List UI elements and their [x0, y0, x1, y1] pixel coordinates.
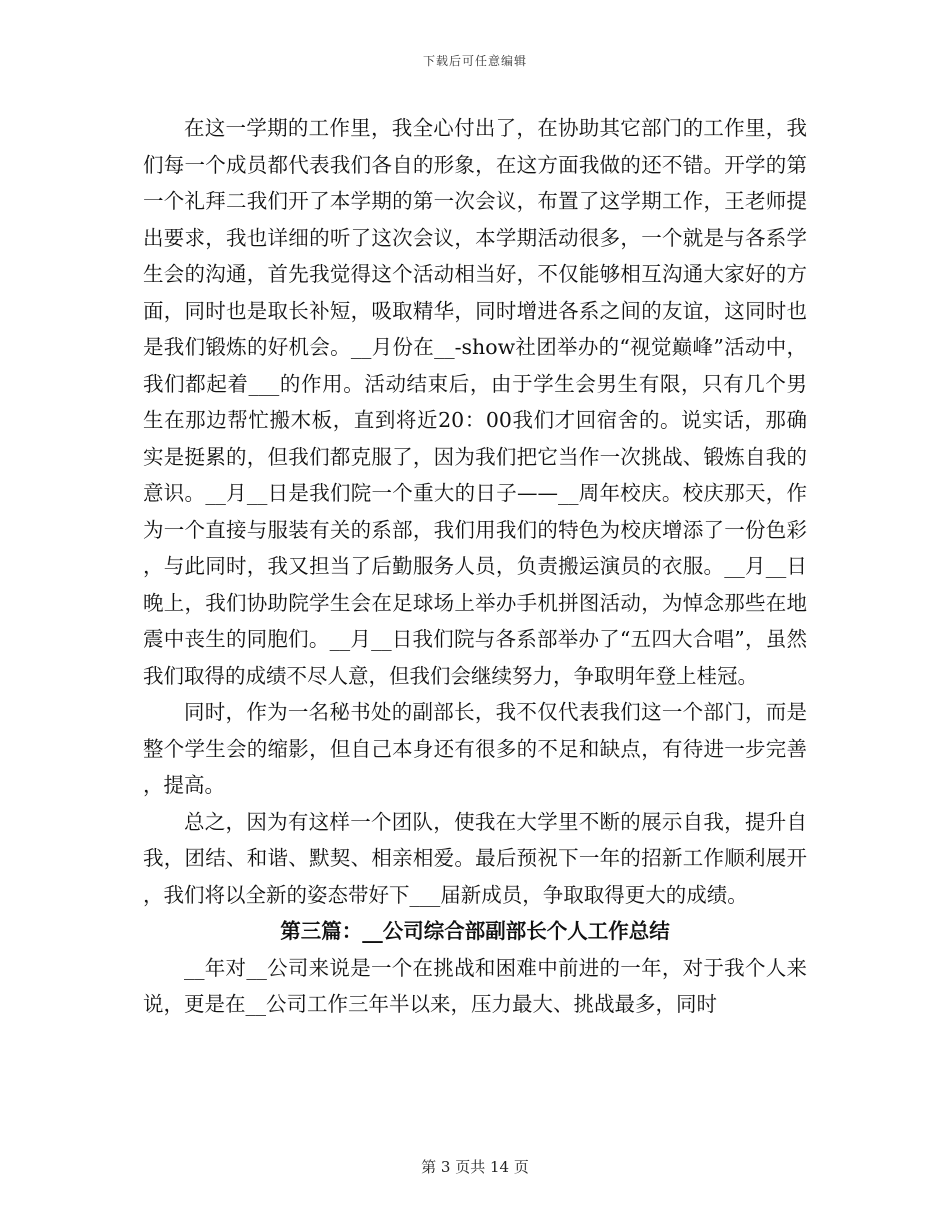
section-title: 第三篇：__公司综合部副部长个人工作总结: [280, 919, 670, 943]
page-footer: 第 3 页共 14 页: [421, 1158, 529, 1176]
section-paragraph: __年对__公司来说是一个在挑战和困难中前进的一年，对于我个人来说，更是在__公司工作三年半以来，压力最大、挑战最多，同时: [143, 955, 807, 1016]
paragraph-1: 在这一学期的工作里，我全心付出了，在协助其它部门的工作里，我们每一个成员都代表我们各自的形象，在这方面我做的还不错。开学的第一个礼拜二我们开了本学期的第一次会议，布置了这学期工作，王老师提出要求，我也详细的听了这次会议，本学期活动很多，一个就是与各系学生会的沟通，首先我觉得这个活动相当好，不仅能够相互沟通大家好的方面，同时也是取长补短，吸取精华，同时增进各系之间的友谊，这同时也是我们锻炼的好机会。__月份在__-show社团举办的“视觉巅峰”活动中，我们都起着___的作用。活动结束后，由于学生会男生有限，只有几个男生在那边帮忙搬木板，直到将近20：00我们才回宿舍的。说实话，那确实是挺累的，但我们都克服了，因为我们把它当作一次挑战、锻炼自我的意识。__月__日是我们院一个重大的日子——__周年校庆。校庆那天，作为一个直接与服装有关的系部，我们用我们的特色为校庆增添了一份色彩，与此同时，我又担当了后勤服务人员，负责搬运演员的衣服。__月__日晚上，我们协助院学生会在足球场上举办手机拼图活动，为悼念那些在地震中丧生的同胞们。__月__日我们院与各系部举办了“五四大合唱”，虽然我们取得的成绩不尽人意，但我们会继续努力，争取明年登上桂冠。: [143, 116, 807, 688]
paragraph-3: 总之，因为有这样一个团队，使我在大学里不断的展示自我，提升自我，团结、和谐、默契、相亲相爱。最后预祝下一年的招新工作顺利展开，我们将以全新的姿态带好下___届新成员，争取取得更大的成绩。: [143, 809, 807, 907]
page-header: 下载后可任意编辑: [422, 54, 527, 68]
paragraph-2: 同时，作为一名秘书处的副部长，我不仅代表我们这一个部门，而是整个学生会的缩影，但自己本身还有很多的不足和缺点，有待进一步完善，提高。: [143, 700, 807, 797]
document-body: [143, 110, 807, 1023]
